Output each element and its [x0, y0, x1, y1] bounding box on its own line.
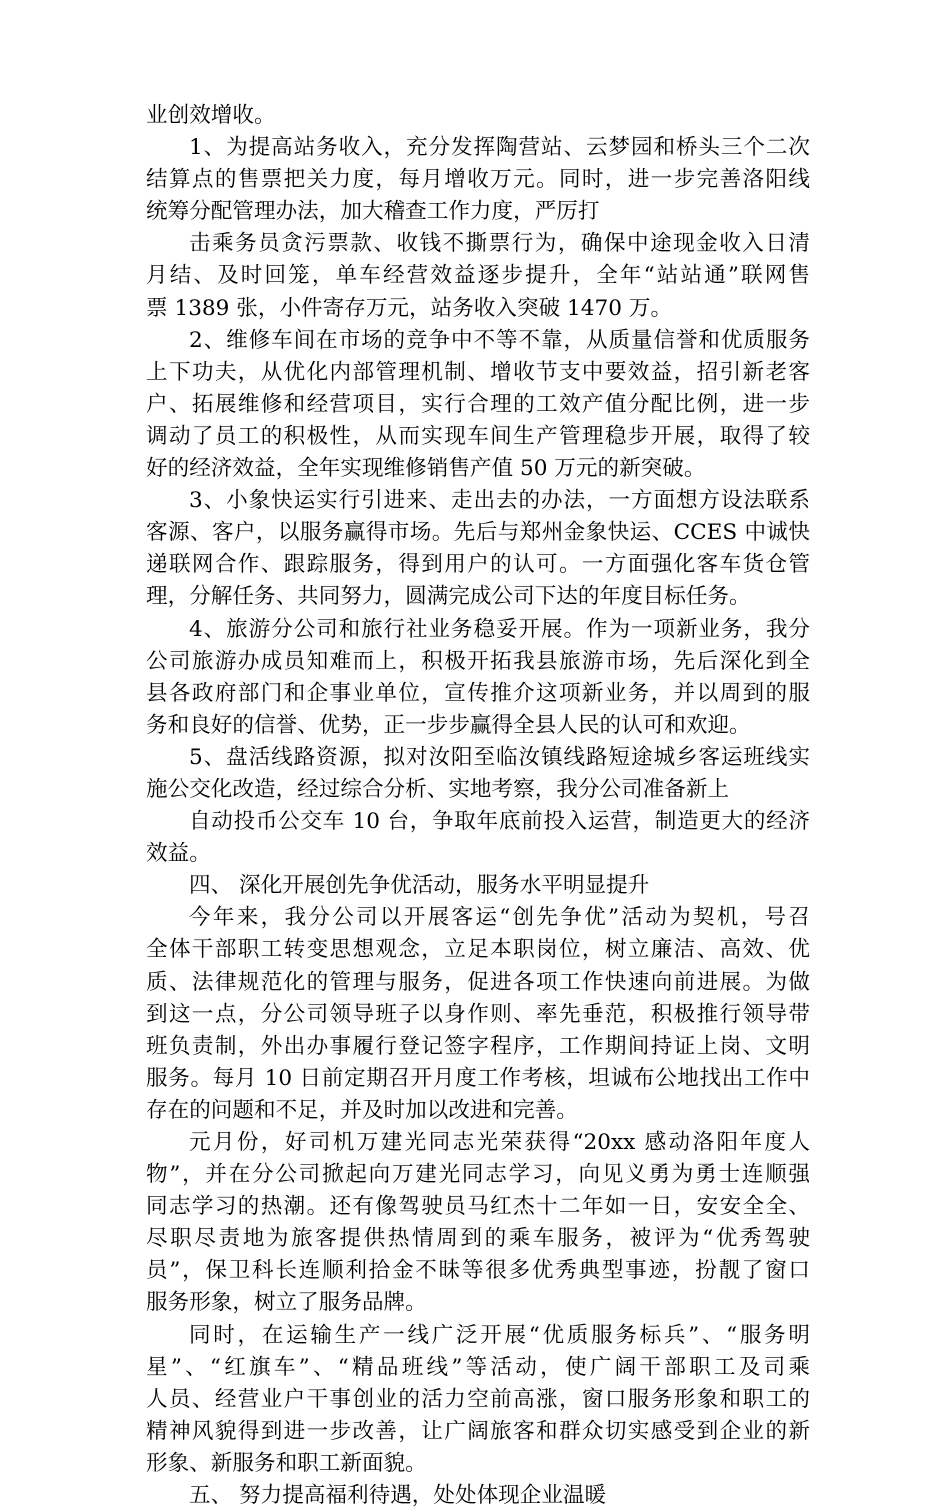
text-line: 票 1389 张，小件寄存万元，站务收入突破 1470 万。: [146, 295, 673, 321]
text-line: 班负责制，外出办事履行登记签字程序，工作期间持证上岗、文明: [146, 1033, 810, 1059]
text-line: 4、旅游分公司和旅行社业务稳妥开展。作为一项新业务，我分: [189, 616, 810, 642]
text-line: 施公交化改造，经过综合分析、实地考察，我分公司准备新上: [146, 776, 730, 802]
text-line: 5、盘活线路资源，拟对汝阳至临汝镇线路短途城乡客运班线实: [189, 744, 810, 770]
text-line: 元月份，好司机万建光同志光荣获得“20xx 感动洛阳年度人: [189, 1130, 810, 1155]
text-line: 服务。每月 10 日前定期召开月度工作考核，坦诚布公地找出工作中: [146, 1065, 810, 1091]
text-line: 结算点的售票把关力度，每月增收万元。同时，进一步完善洛阳线: [146, 167, 810, 193]
text-line: 击乘务员贪污票款、收钱不撕票行为，确保中途现金收入日清: [189, 231, 810, 257]
text-line: 效益。: [146, 841, 211, 867]
text-line: 2、维修车间在市场的竞争中不等不靠，从质量信誉和优质服务: [189, 327, 810, 353]
text-line: 形象、新服务和职工新面貌。: [146, 1450, 427, 1476]
text-line: 调动了员工的积极性，从而实现车间生产管理稳步开展，取得了较: [146, 423, 810, 449]
text-line: 今年来，我分公司以开展客运“创先争优”活动为契机，号召: [189, 905, 810, 931]
text-line: 人员、经营业户干事创业的活力空前高涨，窗口服务形象和职工的: [146, 1386, 810, 1412]
text-line: 上下功夫，从优化内部管理机制、增收节支中要效益，招引新老客: [146, 359, 810, 385]
text-line: 递联网合作、跟踪服务，得到用户的认可。一方面强化客车货仓管: [146, 552, 810, 578]
document-page: [146, 100, 810, 1512]
section-heading: 四、 深化开展创先争优活动，服务水平明显提升: [189, 873, 650, 899]
text-line: 月结、及时回笼，单车经营效益逐步提升，全年“站站通”联网售: [146, 263, 810, 289]
text-line: 1、为提高站务收入，充分发挥陶营站、云梦园和桥头三个二次: [189, 135, 810, 161]
text-line: 尽职尽责地为旅客提供热情周到的乘车服务，被评为“优秀驾驶: [146, 1226, 810, 1252]
text-line: 业创效增收。: [146, 103, 276, 128]
text-line: 服务形象，树立了服务品牌。: [146, 1290, 427, 1316]
text-line: 3、小象快运实行引进来、走出去的办法，一方面想方设法联系: [189, 488, 810, 514]
text-line: 县各政府部门和企事业单位，宣传推介这项新业务，并以周到的服: [146, 680, 810, 706]
text-line: 全体干部职工转变思想观念，立足本职岗位，树立廉洁、高效、优: [146, 937, 810, 963]
section-heading: 五、 努力提高福利待遇，处处体现企业温暖: [189, 1483, 607, 1509]
text-line: 精神风貌得到进一步改善，让广阔旅客和群众切实感受到企业的新: [146, 1418, 810, 1444]
text-line: 同时，在运输生产一线广泛开展“优质服务标兵”、“服务明: [189, 1322, 810, 1348]
text-line: 公司旅游办成员知难而上，积极开拓我县旅游市场，先后深化到全: [146, 648, 810, 674]
text-line: 理，分解任务、共同努力，圆满完成公司下达的年度目标任务。: [146, 584, 751, 610]
text-line: 务和良好的信誉、优势，正一步步赢得全县人民的认可和欢迎。: [146, 712, 751, 738]
text-line: 存在的问题和不足，并及时加以改进和完善。: [146, 1097, 578, 1123]
text-line: 户、拓展维修和经营项目，实行合理的工效产值分配比例，进一步: [146, 391, 810, 417]
text-line: 质、法律规范化的管理与服务，促进各项工作快速向前进展。为做: [146, 969, 810, 995]
text-line: 自动投币公交车 10 台，争取年底前投入运营，制造更大的经济: [189, 809, 810, 835]
text-line: 物”，并在分公司掀起向万建光同志学习，向见义勇为勇士连顺强: [146, 1162, 810, 1188]
text-line: 客源、客户，以服务赢得市场。先后与郑州金象快运、CCES 中诚快: [146, 520, 810, 546]
text-line: 星”、“红旗车”、“精品班线”等活动，使广阔干部职工及司乘: [146, 1354, 810, 1380]
text-line: 统筹分配管理办法，加大稽查工作力度，严厉打: [146, 199, 600, 225]
text-line: 同志学习的热潮。还有像驾驶员马红杰十二年如一日，安安全全、: [146, 1194, 810, 1220]
text-line: 到这一点，分公司领导班子以身作则、率先垂范，积极推行领导带: [146, 1001, 810, 1027]
text-line: 员”，保卫科长连顺利拾金不昧等很多优秀典型事迹，扮靓了窗口: [146, 1258, 810, 1284]
text-line: 好的经济效益，全年实现维修销售产值 50 万元的新突破。: [146, 456, 706, 482]
